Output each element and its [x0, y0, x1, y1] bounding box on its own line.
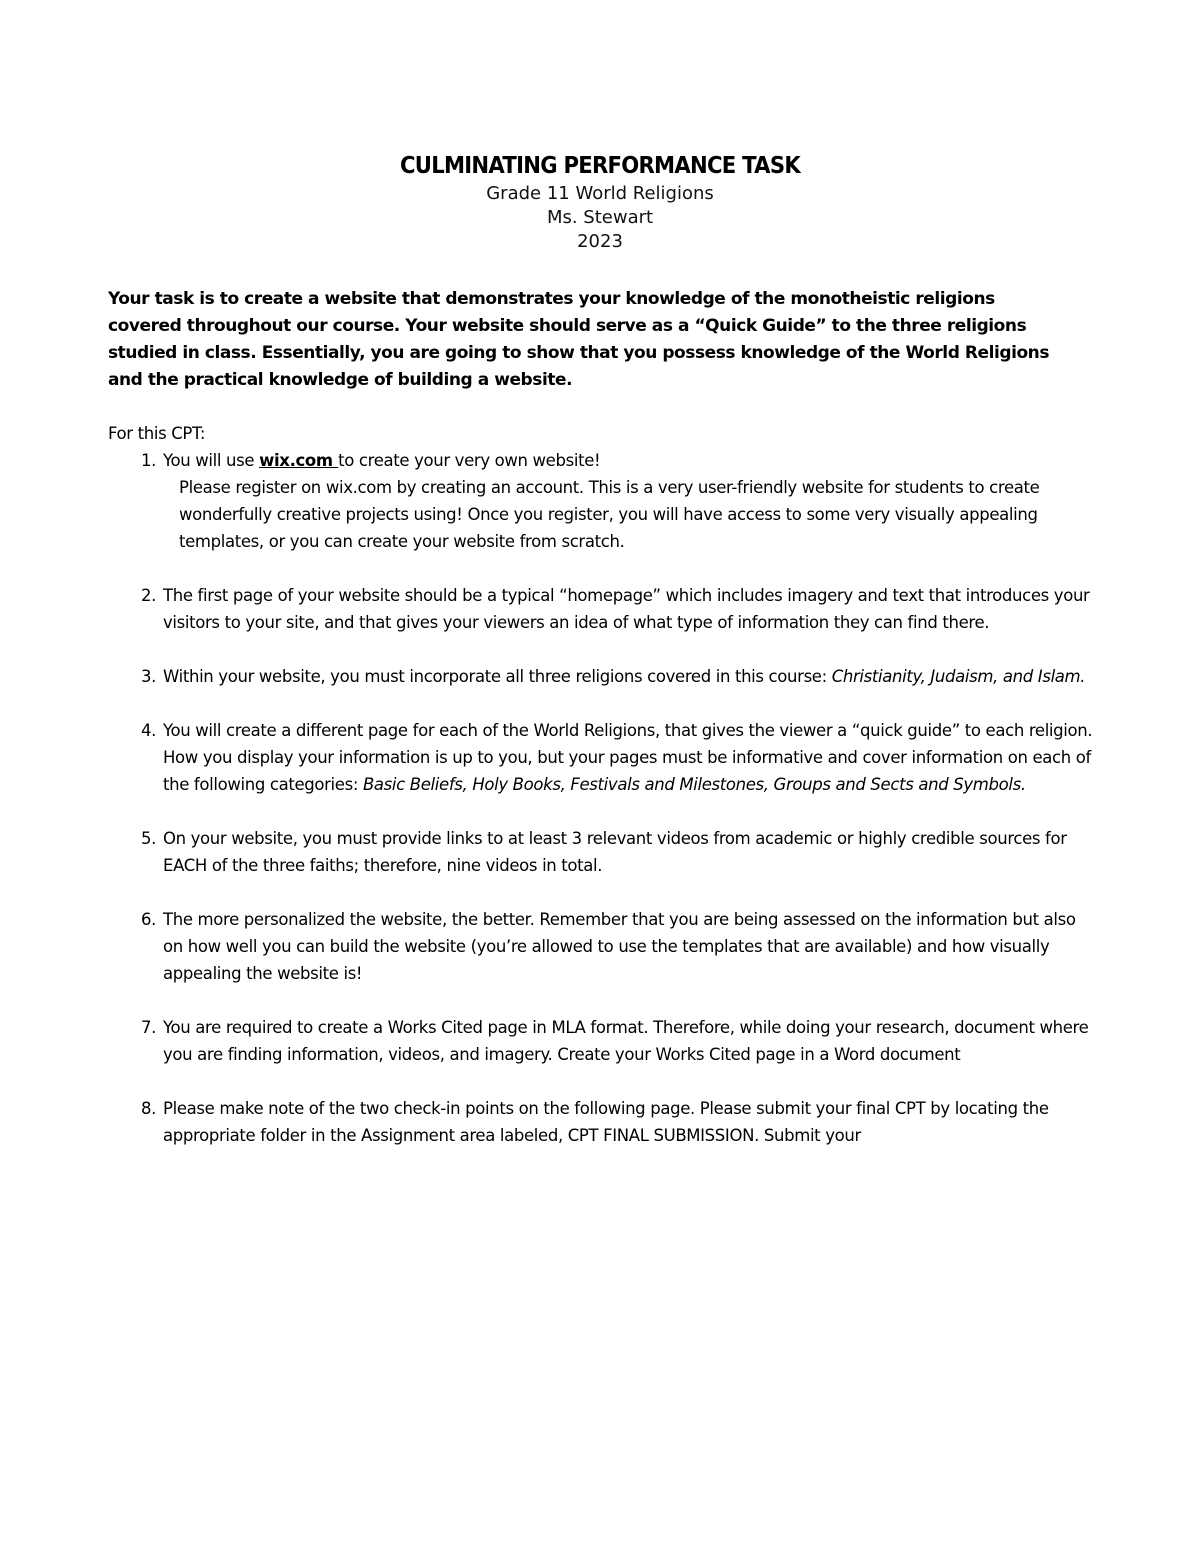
item-text	[163, 447, 1093, 474]
document-header	[0, 150, 1200, 254]
document-title: CULMINATING PERFORMANCE TASK	[399, 153, 800, 179]
item-number: 3.	[141, 667, 157, 686]
religions-list: Christianity, Judaism, and Islam.	[831, 667, 1086, 686]
requirements-list	[0, 447, 1200, 1176]
item-text-pre: Within your website, you must incorporate all three religions covered in this course:	[163, 667, 832, 686]
item-number: 7.	[141, 1018, 157, 1037]
item-number: 2.	[141, 586, 157, 605]
teacher-name: Ms. Stewart	[546, 207, 654, 228]
wix-link[interactable]: wix.com	[259, 451, 339, 470]
item-text: You are required to create a Works Cited page in MLA format. Therefore, while doing your research, document where you are finding information, videos, and imagery. Create your Works Cited page in a Word document	[163, 1018, 1089, 1064]
item-number: 8.	[141, 1099, 157, 1118]
item-text	[163, 663, 1093, 690]
item-number: 1.	[141, 451, 157, 470]
item-text: The first page of your website should be a typical “homepage” which includes imagery and text that introduces your visitors to your site, and that gives your viewers an idea of what type of information they can find there.	[163, 586, 1090, 632]
list-item-4	[0, 717, 1093, 798]
list-item-7	[0, 1014, 1093, 1068]
item-text: Please make note of the two check-in points on the following page. Please submit your final CPT by locating the appropriate folder in the Assignment area labeled, CPT FINAL SUBMISSION. Submit your	[163, 1099, 1049, 1145]
list-item-6	[0, 906, 1093, 987]
item-number: 5.	[141, 829, 157, 848]
item-subtext: Please register on wix.com by creating an account. This is a very user-friendly website for students to create wonderfully creative projects using! Once you register, you will have access to some very visually appealing templates, or you can create your website from scratch.	[179, 478, 1040, 551]
item-text-pre: You will use	[163, 451, 260, 470]
list-item-2	[0, 582, 1093, 636]
list-item-3	[0, 663, 1093, 690]
list-item-1	[0, 447, 1093, 555]
item-number: 6.	[141, 910, 157, 929]
year: 2023	[577, 231, 623, 252]
item-text-post: to create your very own website!	[338, 451, 601, 470]
item-number: 4.	[141, 721, 157, 740]
list-item-5	[0, 825, 1093, 879]
item-text-pre: You will create a different page for each of the World Religions, that gives the viewer a “quick guide” to each religion. How you display your information is up to you, but your pages must be informative and cover information on each of the following categories:	[163, 721, 1093, 794]
task-intro: Your task is to create a website that demonstrates your knowledge of the monotheistic religions covered throughout our course. Your website should serve as a “Quick Guide” to the three religions studied in class. Essentially, you are going to show that you possess knowledge of the World Religions and the practical knowledge of building a website.	[108, 289, 1049, 390]
categories-list: Basic Beliefs, Holy Books, Festivals and Milestones, Groups and Sects and Symbols.	[362, 775, 1026, 794]
item-text	[163, 717, 1093, 798]
list-item-8	[0, 1095, 1093, 1149]
item-text: The more personalized the website, the better. Remember that you are being assessed on the information but also on how well you can build the website (you’re allowed to use the templates that are available) and how visually appealing the website is!	[163, 910, 1076, 983]
course-name: Grade 11 World Religions	[486, 183, 714, 204]
item-text: On your website, you must provide links to at least 3 relevant videos from academic or highly credible sources for EACH of the three faiths; therefore, nine videos in total.	[163, 829, 1067, 875]
list-heading: For this CPT:	[108, 424, 206, 443]
